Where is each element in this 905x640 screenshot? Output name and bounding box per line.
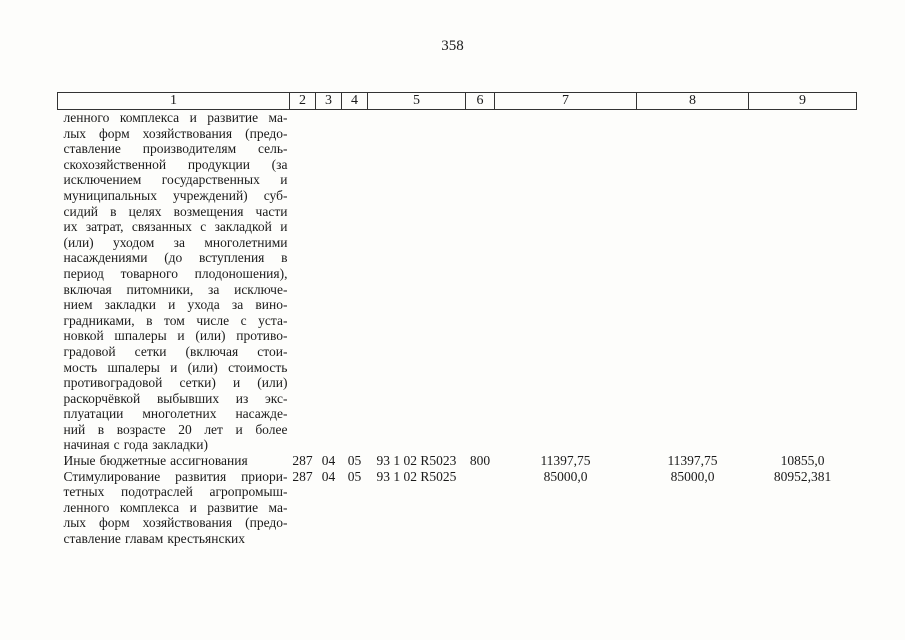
code-column-3: 04 bbox=[321, 453, 336, 469]
code-column-2: 287 bbox=[292, 453, 313, 469]
column-header-3: 3 bbox=[316, 93, 342, 110]
description-line: лых форм хозяйствования (предо- bbox=[63, 515, 288, 531]
column-header-row bbox=[58, 93, 857, 110]
description-line: плуатации многолетних насажде- bbox=[63, 406, 288, 422]
column-header-2: 2 bbox=[290, 93, 316, 110]
row-description bbox=[58, 469, 290, 547]
code-column-2: 287 bbox=[292, 468, 313, 484]
code-column-5 bbox=[368, 110, 466, 454]
table-row bbox=[58, 469, 857, 547]
description-line: период товарного плодоношения), bbox=[63, 265, 288, 281]
column-header-1: 1 bbox=[58, 93, 290, 110]
description-line: насаждениями (до вступления в bbox=[63, 250, 288, 266]
description-line: тетных подотраслей агропромыш- bbox=[63, 484, 288, 500]
description-line: исключением государственных и bbox=[63, 172, 288, 188]
description-line: ний в возрасте 20 лет и более bbox=[63, 421, 288, 437]
amount-column-8: 85000,0 bbox=[670, 468, 715, 484]
code-column-4 bbox=[342, 110, 368, 454]
description-line: новкой шпалеры и (или) противо- bbox=[63, 328, 288, 344]
budget-table bbox=[57, 92, 857, 547]
code-column-4: 05 bbox=[347, 468, 362, 484]
row-description bbox=[58, 110, 290, 454]
table-row bbox=[58, 110, 857, 454]
description-line: ставление производителям сель- bbox=[63, 141, 288, 157]
description-line: Иные бюджетные ассигнования bbox=[63, 453, 248, 469]
description-line: лых форм хозяйствования (предо- bbox=[63, 125, 288, 141]
description-line: ставление главам крестьянских bbox=[63, 531, 245, 547]
description-line: начиная с года закладки) bbox=[63, 437, 208, 453]
code-column-3: 04 bbox=[321, 468, 336, 484]
code-column-5: 93 1 02 R5023 bbox=[376, 453, 457, 469]
description-line: скохозяйственной продукции (за bbox=[63, 156, 288, 172]
description-line: включая питомники, за исключе- bbox=[63, 281, 288, 297]
column-header-8: 8 bbox=[637, 93, 749, 110]
page-number: 358 bbox=[441, 38, 464, 54]
amount-column-9: 80952,381 bbox=[773, 468, 832, 484]
amount-column-7 bbox=[495, 110, 637, 454]
amount-column-9: 10855,0 bbox=[780, 453, 825, 469]
description-line: муниципальных учреждений) суб- bbox=[63, 187, 288, 203]
amount-column-8 bbox=[637, 110, 749, 454]
column-header-9: 9 bbox=[749, 93, 857, 110]
table-row bbox=[58, 453, 857, 469]
description-line: (или) уходом за многолетними bbox=[63, 234, 288, 250]
column-header-5: 5 bbox=[368, 93, 466, 110]
description-line: сидий в целях возмещения части bbox=[63, 203, 288, 219]
description-line: градниками, в том числе с уста- bbox=[63, 312, 288, 328]
amount-column-9 bbox=[749, 110, 857, 454]
column-header-4: 4 bbox=[342, 93, 368, 110]
description-line: раскорчёвкой выбывших из экс- bbox=[63, 390, 288, 406]
description-line: их затрат, связанных с закладкой и bbox=[63, 219, 288, 235]
description-line: мость шпалеры и (или) стоимость bbox=[63, 359, 288, 375]
code-column-6 bbox=[466, 110, 495, 454]
code-column-3 bbox=[316, 110, 342, 454]
code-column-6: 800 bbox=[469, 453, 491, 469]
code-column-4: 05 bbox=[347, 453, 362, 469]
description-line: ленного комплекса и развитие ма- bbox=[63, 499, 288, 515]
amount-column-7: 85000,0 bbox=[543, 468, 588, 484]
amount-column-7: 11397,75 bbox=[540, 453, 591, 469]
description-line: нием закладки и ухода за вино- bbox=[63, 297, 288, 313]
column-header-7: 7 bbox=[495, 93, 637, 110]
description-line: градовой сетки (включая стои- bbox=[63, 343, 288, 359]
column-header-6: 6 bbox=[466, 93, 495, 110]
code-column-5: 93 1 02 R5025 bbox=[376, 468, 457, 484]
row-description bbox=[58, 453, 290, 469]
description-line: Стимулирование развития приори- bbox=[63, 468, 288, 484]
code-column-6 bbox=[466, 469, 495, 547]
description-line: противоградовой сетки) и (или) bbox=[63, 375, 288, 391]
description-line: ленного комплекса и развитие ма- bbox=[63, 110, 288, 125]
amount-column-8: 11397,75 bbox=[667, 453, 718, 469]
code-column-2 bbox=[290, 110, 316, 454]
